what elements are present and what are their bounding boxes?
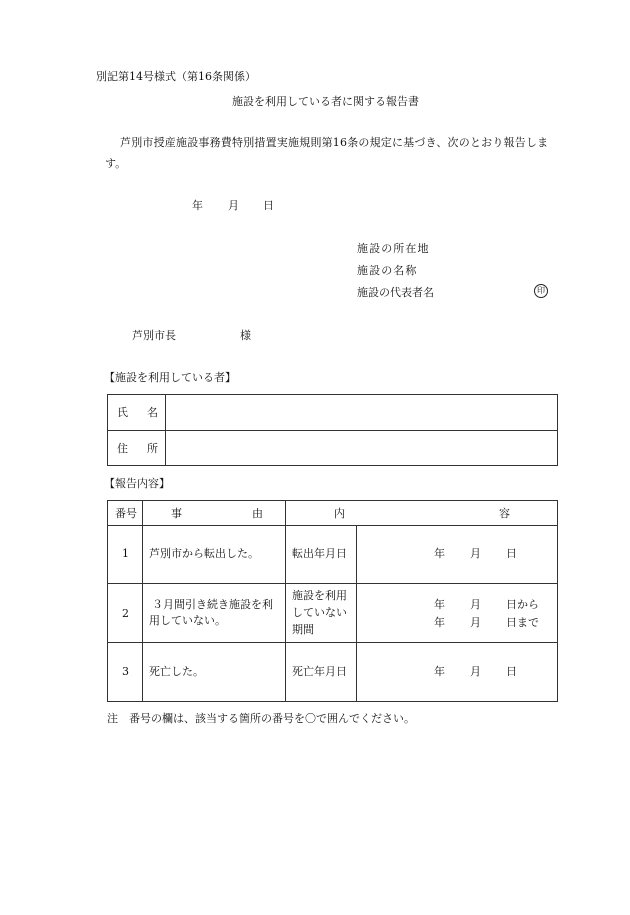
report-table [107,500,558,702]
table-divider [108,525,557,526]
col-header-reason-a: 事 [171,507,182,520]
user-address-label-cell [108,431,166,465]
seal-mark: 印 [534,284,548,298]
facility-representative-label: 施設の代表者名 [357,286,434,299]
row-3-month: 月 [470,665,481,678]
table-divider [356,525,357,701]
col-header-reason-b: 由 [252,507,263,520]
name-label-a: 氏 [117,406,128,419]
row-2-to-year: 年 [434,616,445,629]
row-1-item: 転出年月日 [292,547,347,560]
row-1-reason: 芦別市から転出した。 [149,547,259,560]
user-address-row [108,431,557,465]
facility-name-label: 施設の名称 [357,264,418,277]
date-year-label: 年 [192,199,203,212]
row-3-number: 3 [122,665,129,678]
form-number: 別記第14号様式（第16条関係） [96,70,256,83]
col-header-content-b: 容 [499,507,510,520]
row-2-from-year: 年 [434,598,445,611]
row-2-reason-line-2: 用していない。 [149,614,226,627]
row-2-to-day: 日まで [506,616,539,629]
addressee-honorific: 様 [240,329,251,342]
body-text-line-2: す。 [105,157,127,170]
user-section-heading: 【施設を利用している者】 [104,371,236,384]
row-2-from-day: 日から [506,598,539,611]
row-2-number: 2 [122,607,129,620]
facility-location-label: 施設の所在地 [357,242,430,255]
document-title: 施設を利用している者に関する報告書 [232,95,419,108]
user-info-table [107,394,558,466]
date-month-label: 月 [228,199,239,212]
date-day-label: 日 [263,199,274,212]
row-3-day: 日 [506,665,517,678]
row-2-item-line-1: 施設を利用 [292,589,347,602]
addressee-name: 芦別市長 [132,329,176,342]
footnote: 注 番号の欄は、該当する箇所の番号を〇で囲んでください。 [107,712,415,725]
table-divider [285,501,286,701]
row-3-reason: 死亡した。 [149,665,204,678]
address-label-b: 所 [147,442,158,455]
name-label-b: 名 [147,406,158,419]
row-2-from-month: 月 [470,598,481,611]
row-2-item-line-3: 期間 [292,623,314,636]
row-1-day: 日 [506,547,517,560]
address-label-a: 住 [117,442,128,455]
user-name-row [108,395,557,431]
row-3-item: 死亡年月日 [292,665,347,678]
table-divider [142,501,143,701]
row-2-reason-line-1: ３月間引き続き施設を利 [152,598,273,611]
row-1-number: 1 [122,547,129,560]
col-header-content-a: 内 [334,507,345,520]
table-divider [108,642,557,643]
row-2-item-line-2: していない [292,606,347,619]
user-name-label-cell [108,395,166,430]
body-text-line-1: 芦別市授産施設事務費特別措置実施規則第16条の規定に基づき、次のとおり報告しま [120,136,549,149]
row-1-year: 年 [434,547,445,560]
col-header-number: 番号 [115,507,137,520]
table-divider [108,583,557,584]
report-section-heading: 【報告内容】 [104,477,170,490]
row-1-month: 月 [470,547,481,560]
row-2-to-month: 月 [470,616,481,629]
row-3-year: 年 [434,665,445,678]
